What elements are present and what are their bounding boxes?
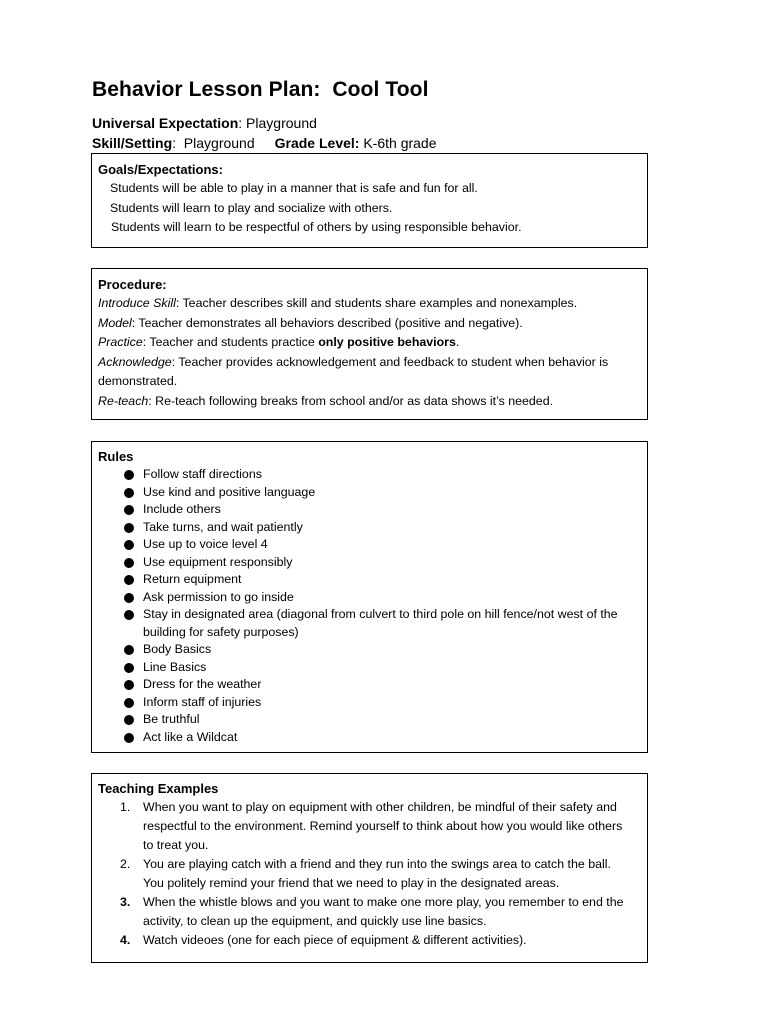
goals-heading: Goals/Expectations: [98, 162, 223, 177]
bullet-icon [124, 733, 134, 743]
bullet-icon [124, 540, 134, 550]
bullet-icon [124, 680, 134, 690]
teaching-examples-heading: Teaching Examples [98, 781, 219, 796]
bullet-icon [124, 645, 134, 655]
universal-expectation-value: : Playground [238, 115, 317, 131]
bullet-icon [124, 470, 134, 480]
teaching-example-text: Watch videoes (one for each piece of equipment & different activities). [143, 933, 527, 947]
bullet-icon [124, 575, 134, 585]
procedure-tail: . [455, 335, 460, 349]
teaching-example-item [98, 893, 641, 931]
rule-text: Use up to voice level 4 [143, 537, 268, 551]
rule-item [98, 711, 641, 729]
bullet-icon [124, 488, 134, 498]
procedure-term: Practice [98, 335, 143, 349]
bullet-icon [124, 698, 134, 708]
bullet-icon [124, 558, 134, 568]
rule-item [98, 536, 641, 554]
rule-item [98, 641, 641, 659]
procedure-item-model [98, 314, 641, 334]
rule-text: Body Basics [143, 642, 212, 656]
rule-text: Include others [143, 502, 221, 516]
procedure-item-introduce-skill [98, 294, 641, 314]
item-number: 1. [120, 800, 131, 814]
bullet-icon [124, 663, 134, 673]
rule-text: Return equipment [143, 572, 242, 586]
item-number: 2. [120, 857, 131, 871]
rule-item [98, 694, 641, 712]
procedure-text: : Teacher describes skill and students share examples and nonexamples. [175, 296, 578, 310]
goals-box [91, 153, 648, 248]
procedure-text: : Re-teach following breaks from school and/or as data shows it’s needed. [148, 393, 554, 408]
procedure-term: Introduce Skill [98, 296, 176, 310]
bullet-icon [124, 523, 134, 533]
rule-item [98, 659, 641, 677]
procedure-heading: Procedure: [98, 277, 167, 292]
skill-setting-value: : Playground [172, 135, 255, 151]
rule-text: Dress for the weather [143, 677, 262, 691]
rule-text: Take turns, and wait patiently [143, 519, 303, 534]
rule-text: Be truthful [143, 712, 200, 726]
rule-item [98, 606, 641, 641]
teaching-examples-list [98, 798, 641, 950]
bullet-icon [124, 593, 134, 603]
rules-list [98, 466, 641, 746]
procedure-text: : Teacher and students practice [142, 335, 319, 349]
goal-item: Students will be able to play in a manner that is safe and fun for all. [110, 181, 478, 195]
universal-expectation-line [92, 115, 317, 131]
universal-expectation-label: Universal Expectation [92, 115, 239, 131]
rule-text: Use equipment responsibly [143, 554, 293, 569]
rules-box [91, 441, 648, 753]
rule-item [98, 676, 641, 694]
item-number: 4. [120, 933, 131, 947]
teaching-examples-box [91, 773, 648, 963]
item-number: 3. [120, 895, 131, 909]
rule-item [98, 519, 641, 537]
grade-level-value: K-6th grade [359, 135, 437, 151]
rule-item [98, 589, 641, 607]
bullet-icon [124, 715, 134, 725]
bullet-icon [124, 505, 134, 515]
procedure-box [91, 268, 648, 420]
procedure-term: Re-teach [98, 393, 149, 408]
goal-item: Students will learn to be respectful of others by using responsible behavior. [111, 220, 522, 234]
rule-text: Use kind and positive language [143, 484, 316, 499]
teaching-example-item [98, 798, 641, 855]
rules-heading: Rules [98, 449, 134, 464]
procedure-text: : Teacher demonstrates all behaviors described (positive and negative). [131, 315, 523, 330]
teaching-example-item [98, 931, 641, 950]
teaching-example-text: You are playing catch with a friend and they run into the swings area to catch the ball. You politely remind your friend that we need to play in the designated areas. [143, 857, 611, 890]
rule-text: Ask permission to go inside [143, 589, 294, 604]
procedure-term: Acknowledge [98, 354, 172, 369]
procedure-term: Model [98, 315, 132, 330]
rule-item [98, 484, 641, 502]
procedure-text: : Teacher provides acknowledgement and feedback to student when behavior is demonstrated. [98, 354, 609, 388]
teaching-example-item [98, 855, 641, 893]
skill-setting-label: Skill/Setting [92, 135, 173, 151]
rule-text: Follow staff directions [143, 467, 262, 481]
teaching-example-text: When the whistle blows and you want to make one more play, you remember to end the activity, to clean up the equipment, and quickly use line basics. [143, 895, 624, 928]
rule-item [98, 554, 641, 572]
rule-item [98, 729, 641, 747]
skill-grade-line [92, 135, 437, 151]
bullet-icon [124, 610, 134, 620]
rule-item [98, 501, 641, 519]
rule-text: Inform staff of injuries [143, 694, 262, 709]
rule-text: Stay in designated area (diagonal from culvert to third pole on hill fence/not west of the building for safety purposes) [143, 607, 618, 639]
rule-text: Line Basics [143, 659, 207, 674]
page-title: Behavior Lesson Plan: Cool Tool [92, 78, 429, 101]
rule-item [98, 571, 641, 589]
teaching-example-text: When you want to play on equipment with other children, be mindful of their safety and respectful to the environment. Remind yourself to think about how you would like others to treat you. [143, 800, 623, 852]
procedure-emphasis: only positive behaviors [318, 335, 456, 349]
grade-level-label: Grade Level: [274, 135, 360, 151]
procedure-item-reteach [98, 392, 641, 412]
goal-item: Students will learn to play and socialize with others. [110, 200, 393, 215]
procedure-item-acknowledge [98, 353, 641, 392]
procedure-item-practice [98, 333, 641, 353]
rule-text: Act like a Wildcat [143, 729, 238, 744]
rule-item [98, 466, 641, 484]
